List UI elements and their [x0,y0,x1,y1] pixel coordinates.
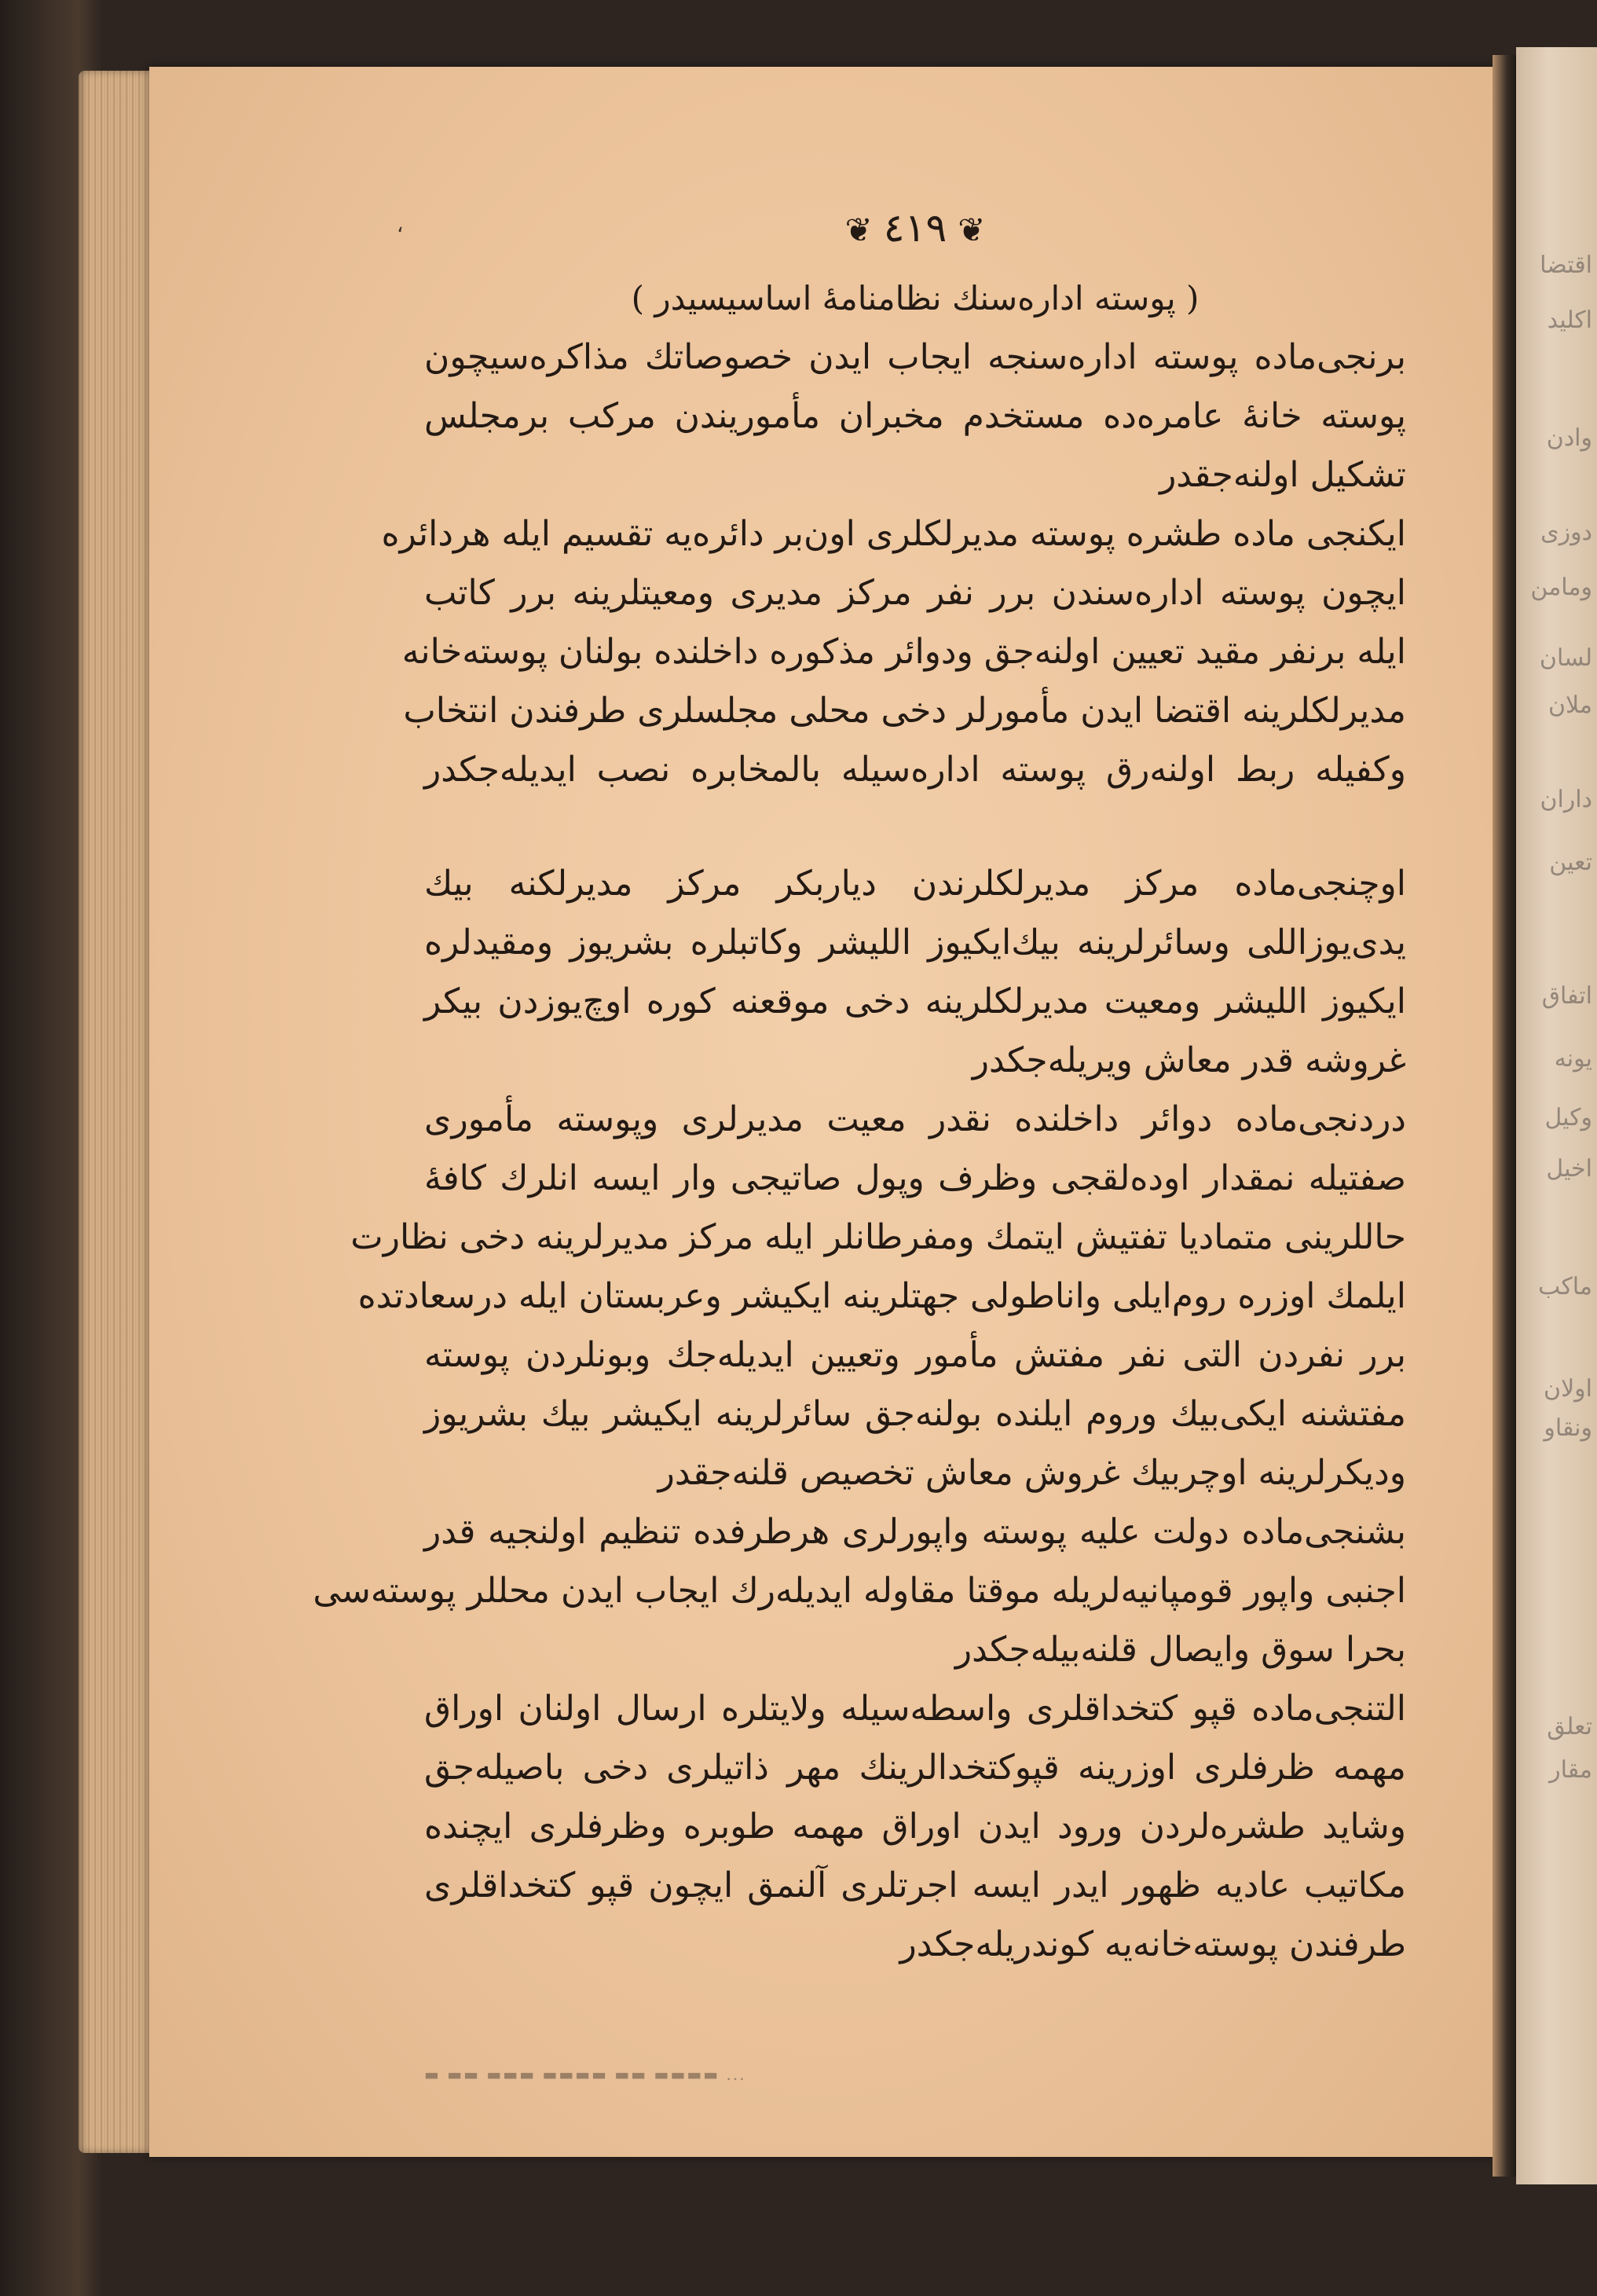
text-line: غروشه قدر معاش ویریله‌جکدر [972,1040,1406,1080]
text-line: حاللرینی متمادیا تفتیش ایتمك ومفرطانلر ایله مرکز مدیرلرینه دخی نظارت [350,1217,1406,1257]
next-page-fragment: اخیل [1546,1155,1592,1183]
next-page-fragment: تعلق [1547,1713,1592,1740]
text-line: دردنجی‌ماده دوائر داخلنده نقدر معیت مدیرلری وپوسته مأموری [424,1099,1406,1139]
text-line: یدی‌یوزاللی وسائرلرینه بیك‌ایکیوز اللیشر وکاتبلره بشریوز ومقیدلره [424,922,1406,963]
text-line: وکفیله ربط اولنه‌رق پوسته اداره‌سیله بالمخابره نصب ایدیله‌جکدر [424,750,1406,790]
next-page-fragment: مقار [1549,1756,1592,1784]
text-line: ایکنجی ماده طشره پوسته مدیرلکلری اون‌بر دائره‌یه تقسیم ایله هردائره [381,514,1406,554]
text-line: صفتیله نمقدار اوده‌لقجی وظرف وپول صاتیجی وار ایسه انلرك کافهٔ [424,1158,1406,1198]
next-page-fragment: تعین [1549,849,1592,876]
text-line: بحرا سوق وایصال قلنه‌بیله‌جکدر [954,1630,1406,1670]
ornament-icon: ❦ [844,211,873,249]
next-page-fragment: دوزی [1540,519,1592,546]
text-line: ایلمك اوزره روم‌ایلی واناطولی جهتلرینه ایکیشر وعربستان ایله درسعادتده [357,1276,1406,1316]
text-line: تشکیل اولنه‌جقدر [1159,455,1406,495]
text-line: بشنجی‌ماده دولت علیه پوسته واپورلری هرطرفده تنظیم اولنجیه قدر [424,1512,1406,1552]
text-line: اوچنجی‌ماده مرکز مدیرلکلرندن دیاربکر مرکز مدیرلکنه بیك [424,864,1406,904]
text-line: ایچون پوسته اداره‌سندن برر نفر مرکز مدیری ومعیتلرینه برر کاتب [424,573,1406,613]
next-page-fragment: ونقاو [1544,1414,1592,1442]
page-number-row [424,196,1406,262]
text-line: مدیرلکلرینه اقتضا ایدن مأمورلر دخی محلی مجلسلری طرفندن انتخاب [403,691,1406,731]
next-page-fragment: داران [1540,786,1592,813]
next-page-fragment: یونه [1554,1045,1592,1073]
text-line: اجنبی واپور قومپانیه‌لریله موقتا مقاوله ایدیله‌رك ایجاب ایدن محللر پوسته‌سی [313,1571,1406,1611]
text-line: طرفندن پوسته‌خانه‌یه کوندریله‌جکدر [899,1924,1406,1964]
text-line: التنجی‌ماده قپو کتخداقلری واسطه‌سیله ولایتلره ارسال اولنان اوراق [424,1689,1406,1729]
text-line: مفتشنه ایکی‌بیك وروم ایلنده بولنه‌جق سائرلرینه ایکیشر بیك بشریوز [424,1394,1406,1434]
text-line: مکاتیب عادیه ظهور ایدر ایسه اجرتلری آلنمق ایچون قپو کتخداقلری [424,1865,1406,1905]
next-page-fragment: اقتضا [1540,251,1592,279]
footer-smudge: ▬ ▬▬ ▬▬▬ ▬▬▬▬ ▬▬ ▬▬▬▬ ... [424,2065,746,2084]
page-edges [79,71,153,2153]
text-line: ایله برنفر مقید تعیین اولنه‌جق ودوائر مذکوره داخلنده بولنان پوسته‌خانه [401,632,1406,672]
margin-mark: ، [397,214,404,237]
text-line: ایکیوز اللیشر ومعیت مدیرلکلرینه دخی موقعنه کوره اوچ‌یوزدن بیکر [424,981,1406,1021]
next-page-fragment: وادن [1546,424,1592,452]
page-heading: ( پوسته اداره‌سنك نظامنامهٔ اساسیسیدر ) [631,279,1200,317]
next-page-fragment: ومامن [1530,574,1592,601]
page-number: ٤١٩ [883,205,947,251]
next-page-fragment: ملان [1548,691,1592,719]
text-line: برنجی‌ماده پوسته اداره‌سنجه ایجاب ایدن خصوصاتك مذاکره‌سیچون [424,337,1406,377]
text-line: وشاید طشره‌لردن ورود ایدن اوراق مهمه طوبره وظرفلری ایچنده [424,1806,1406,1847]
page-text [313,196,1406,1974]
text-line: پوسته خانهٔ عامره‌ده مستخدم مخبران مأموریندن مرکب برمجلس [424,396,1406,436]
next-page-fragment: اتفاق [1541,982,1592,1010]
ornament-icon: ❦ [958,211,986,249]
next-page-fragment: اکلید [1547,306,1592,334]
next-page-fragment: اولان [1544,1375,1592,1403]
next-page-fragment: وکیل [1544,1104,1592,1131]
next-page-edge [1516,47,1597,2184]
paragraph-gap [424,799,1406,854]
next-page-fragment: ماکب [1538,1273,1592,1300]
text-line: ودیکرلرینه اوچربیك غروش معاش تخصیص قلنه‌جقدر [657,1453,1406,1493]
gutter [1493,55,1516,2177]
text-line: مهمه ظرفلری اوزرینه قپوکتخدالرینك مهر ذاتیلری دخی باصیله‌جق [424,1748,1406,1788]
text-line: برر نفردن التی نفر مفتش مأمور وتعیین ایدیله‌جك وبونلردن پوسته [424,1335,1406,1375]
next-page-fragment: لسان [1539,644,1592,672]
